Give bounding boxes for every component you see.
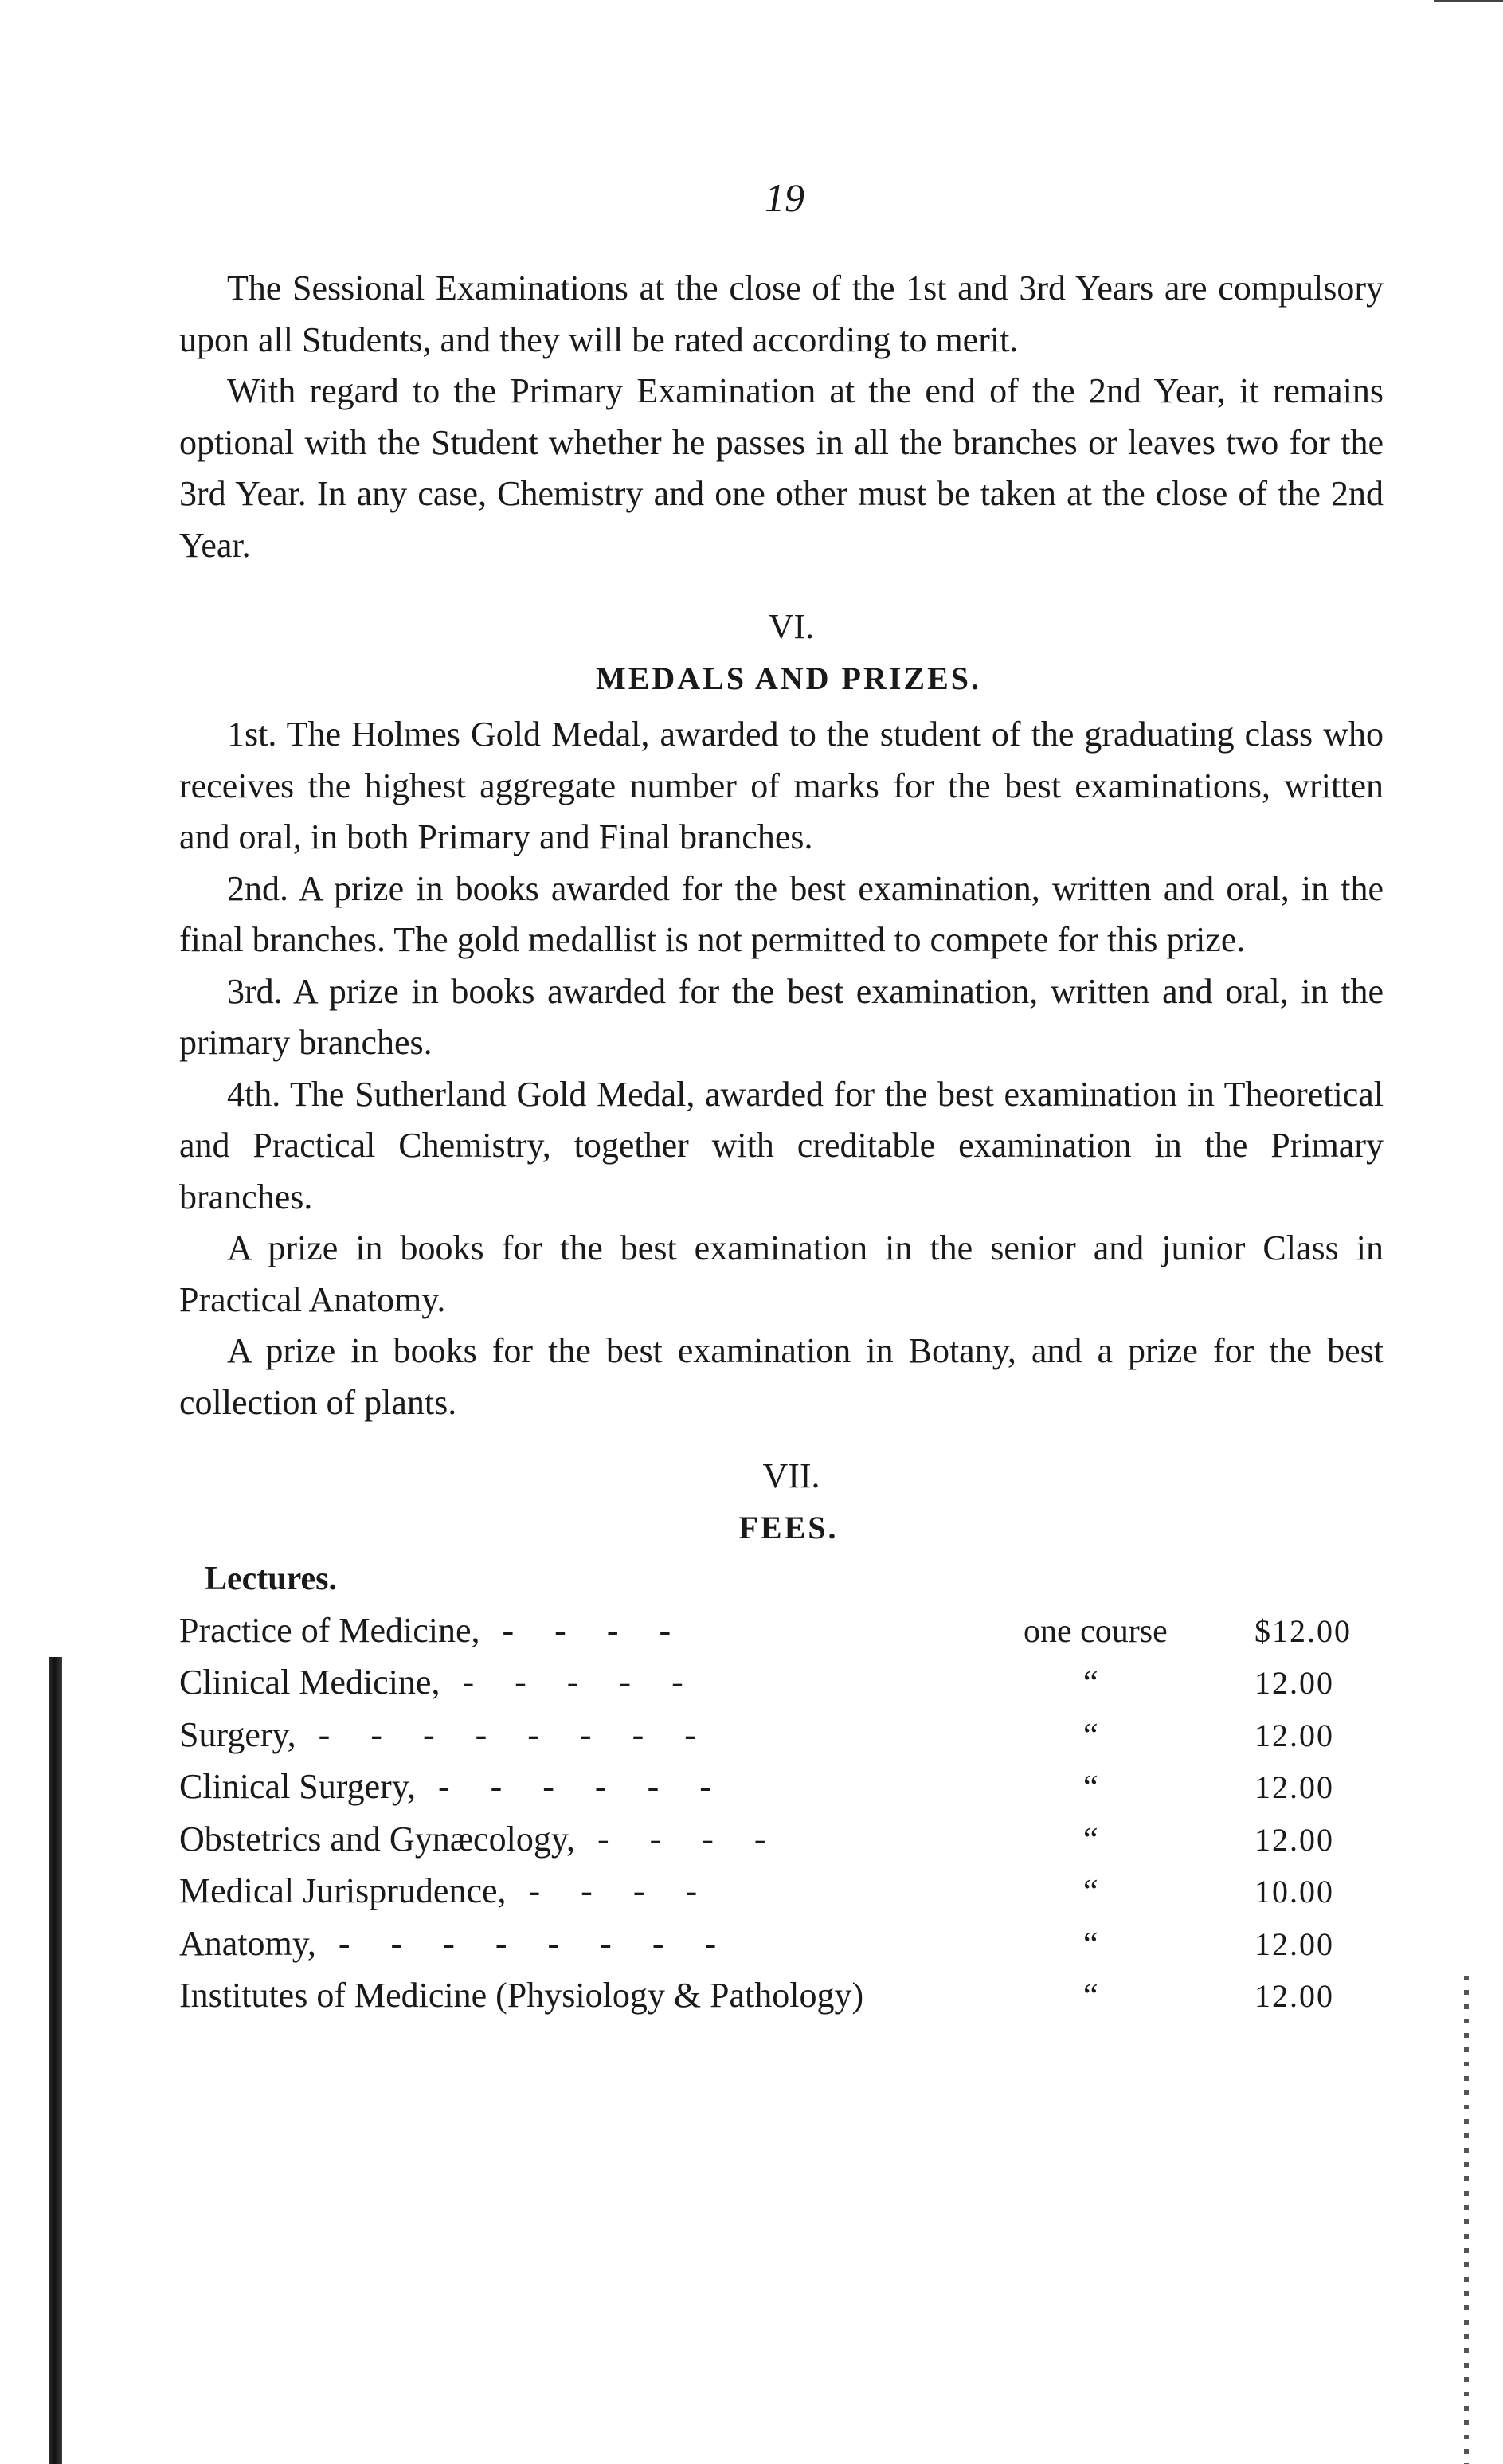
section-title: FEES. (738, 1509, 839, 1545)
paragraph-primary-examination: With regard to the Primary Examination at the end of the 2nd Year, it remains optional with the Student whether he passes in all the branches or leaves two for the 3rd Year. In any case, Chemistry and one other must be taken at the close of the 2nd Year. (179, 371, 1384, 565)
dot-leader: - - - - (597, 1819, 782, 1859)
table-row (179, 1970, 1384, 2023)
dot-leader: - - - - - - - - (338, 1923, 733, 1963)
fee-course: “ (1083, 1978, 1098, 2015)
fee-course: “ (1083, 1717, 1098, 1754)
table-row (179, 1918, 1384, 1971)
section-number: VII. (762, 1456, 820, 1495)
section-title: MEDALS AND PRIZES. (595, 660, 982, 696)
fee-name: Institutes of Medicine (Physiology & Pathology) (179, 1976, 864, 2015)
examinations-section (179, 263, 1384, 571)
fee-name: Obstetrics and Gynæcology, (179, 1819, 575, 1859)
paragraph-final-prize: 2nd. A prize in books awarded for the best examination, written and oral, in the final branches. The gold medallist is not permitted to compete for this prize. (179, 868, 1384, 959)
medals-section (179, 601, 1384, 1428)
paragraph-primary-prize: 3rd. A prize in books awarded for the best examination, written and oral, in the primary branches. (179, 971, 1384, 1062)
fee-amount: 12.00 (1254, 1665, 1334, 1701)
scan-edge-mark (1434, 0, 1503, 2)
fee-amount: 10.00 (1254, 1874, 1334, 1910)
page-body (179, 263, 1384, 2023)
page-edge-dots (1464, 1976, 1469, 2464)
fee-course: “ (1083, 1665, 1098, 1702)
table-row (179, 1657, 1384, 1710)
fee-amount: 12.00 (1254, 1769, 1334, 1805)
paragraph-botany-prize: A prize in books for the best examination in Botany, and a prize for the best collection of plants. (179, 1331, 1384, 1422)
paragraph-holmes-medal: 1st. The Holmes Gold Medal, awarded to the student of the graduating class who receives the highest aggregate number of marks for the best examinations, written and oral, in both Primary and Final branches. (179, 715, 1384, 856)
dot-leader: - - - - (502, 1610, 687, 1650)
fee-name: Medical Jurisprudence, (179, 1871, 507, 1910)
fee-amount: $12.00 (1254, 1612, 1352, 1649)
fee-name: Anatomy, (179, 1923, 316, 1963)
page-number: 19 (765, 175, 804, 220)
fee-name: Surgery, (179, 1714, 296, 1754)
paragraph-sutherland-medal: 4th. The Sutherland Gold Medal, awarded for the best examination in Theoretical and Practical Chemistry, together with creditable examination in the Primary branches. (179, 1074, 1384, 1216)
fee-name: Clinical Medicine, (179, 1663, 440, 1702)
fee-amount: 12.00 (1254, 1821, 1334, 1858)
fee-amount: 12.00 (1254, 1717, 1334, 1753)
paragraph-anatomy-prize: A prize in books for the best examination in the senior and junior Class in Practical Anatomy. (179, 1228, 1384, 1319)
fee-amount: 12.00 (1254, 1925, 1334, 1962)
fee-course: “ (1083, 1925, 1098, 1963)
table-row (179, 1814, 1384, 1867)
section-number: VI. (768, 607, 815, 646)
dot-leader: - - - - - - (437, 1767, 727, 1806)
dot-leader: - - - - - - - - (318, 1714, 712, 1754)
binding-shadow (49, 1657, 62, 2464)
dot-leader: - - - - (528, 1871, 714, 1910)
table-row (179, 1761, 1384, 1814)
table-row (179, 1605, 1384, 1658)
fee-course: “ (1083, 1769, 1098, 1806)
table-row (179, 1866, 1384, 1918)
fee-course: “ (1083, 1821, 1098, 1859)
lectures-heading: Lectures. (205, 1561, 338, 1597)
fees-section (179, 1451, 1384, 2023)
fee-course: “ (1083, 1874, 1098, 1910)
table-row (179, 1710, 1384, 1762)
fee-name: Clinical Surgery, (179, 1767, 416, 1806)
fee-table (179, 1605, 1384, 2023)
fee-course: one course (1024, 1612, 1168, 1650)
paragraph-sessional-examinations: The Sessional Examinations at the close of the 1st and 3rd Years are compulsory upon all Students, and they will be rated according to merit. (179, 268, 1384, 359)
fee-name: Practice of Medicine, (179, 1610, 480, 1650)
fee-amount: 12.00 (1254, 1978, 1334, 2014)
dot-leader: - - - - - (462, 1663, 699, 1702)
